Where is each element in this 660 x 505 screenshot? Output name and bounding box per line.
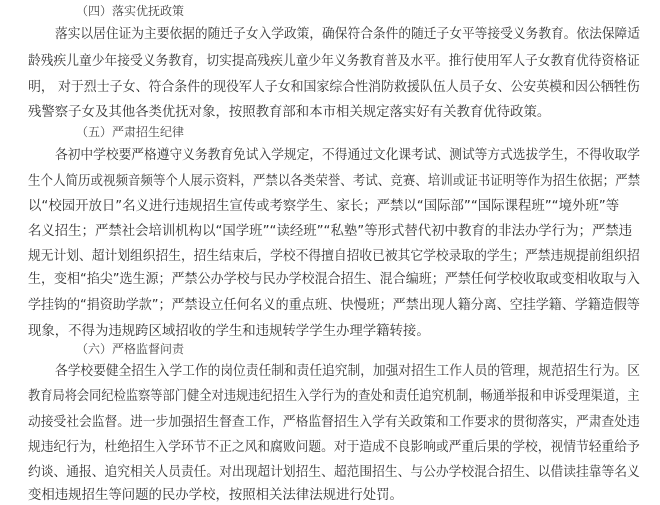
paragraph-line: 现象，不得为违规跨区域招收的学生和违规转学学生办理学籍转接。 [28, 324, 430, 339]
paragraph-line: 龄残疾儿童少年接受义务教育，切实提高残疾儿童少年义务教育普及水平。推行使用军人子女教育优待资格证 [28, 54, 640, 69]
paragraph-line: 生个人简历或视频音频等个人展示资料，严禁以各类荣誉、考试、竞赛、培训或证书证明等作为招生依据；严禁 [28, 174, 641, 189]
paragraph-line: 残警察子女及其他各类优抚对象，按照教育部和本市相关规定落实好有关教育优待政策。 [28, 105, 551, 120]
paragraph-line: 约谈、通报、追究相关人员责任。对出现超计划招生、超范围招生、与公办学校混合招生、以借读挂靠等名义 [28, 465, 640, 480]
paragraph-line: 名义招生；严禁社会培训机构以“国学班”“读经班”“私塾”等形式替代初中教育的非法办学行为；严禁违 [28, 224, 633, 239]
section-heading: （四）落实优抚政策 [76, 4, 185, 18]
paragraph-line: 学挂钩的“捐资助学款”；严禁设立任何名义的重点班、快慢班；严禁出现人籍分离、空挂学籍、学籍造假等 [28, 298, 640, 313]
paragraph-line: 教育局将会同纪检监察等部门健全对违规违纪招生入学行为的查处和责任追究机制，畅通举报和申诉受理渠道，主 [28, 389, 640, 404]
section-heading: （五）严肃招生纪律 [76, 125, 185, 139]
paragraph-line: 明， 对于烈士子女、符合条件的现役军人子女和国家综合性消防救援队伍人员子女、公安英模和因公牺牲伤 [28, 80, 640, 95]
paragraph-line: 各初中学校要严格遵守义务教育免试入学规定，不得通过文化课考试、测试等方式选拔学生，不得收取学 [55, 148, 640, 163]
paragraph-line: 动接受社会监督。进一步加强招生督查工作，严格监督招生入学有关政策和工作要求的贯彻落实，严肃查处违 [28, 415, 640, 430]
paragraph-line: 落实以居住证为主要依据的随迁子女入学政策，确保符合条件的随迁子女平等接受义务教育。依法保障适 [55, 27, 640, 42]
paragraph-line: 规违纪行为，杜绝招生入学环节不正之风和腐败问题。对于造成不良影响或严重后果的学校，视情节轻重给予 [28, 440, 640, 455]
section-heading: （六）严格监督问责 [76, 342, 185, 356]
paragraph-line: 生，变相“掐尖”选生源；严禁公办学校与民办学校混合招生、混合编班；严禁任何学校收取或变相收取与入 [28, 272, 640, 287]
paragraph-line: 变相违规招生等问题的民办学校，按照相关法律法规进行处罚。 [28, 488, 403, 503]
paragraph-line: 规无计划、超计划组织招生，招生结束后，学校不得擅自招收已被其它学校录取的学生；严禁违规提前组织招 [28, 249, 640, 264]
paragraph-line: 各学校要健全招生入学工作的岗位责任制和责任追究制，加强对招生工作人员的管理，规范招生行为。区 [55, 364, 640, 379]
paragraph-line: 以“校园开放日”名义进行违规招生宣传或考察学生、家长；严禁以“国际部”“国际课程班”“境外班”等 [28, 199, 620, 214]
